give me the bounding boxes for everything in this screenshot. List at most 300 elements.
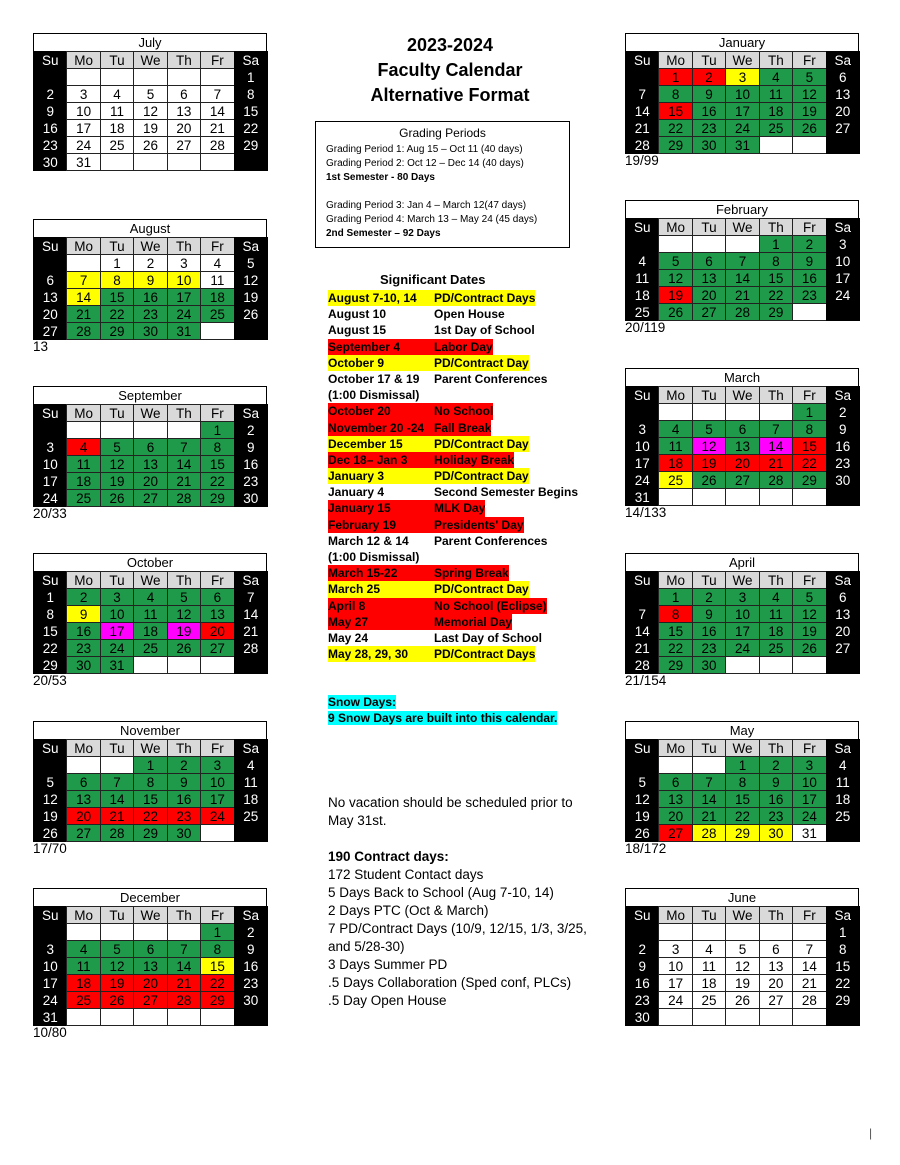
day-cell: 19: [133, 119, 167, 137]
day-cell: 14: [200, 102, 234, 120]
month-title: February: [625, 200, 859, 218]
day-cell: 5: [792, 588, 826, 606]
day-cell: 7: [725, 252, 759, 270]
day-cell: 24: [167, 305, 201, 323]
weekday-header: Mo: [658, 906, 692, 924]
weekday-header: Sa: [234, 404, 268, 422]
day-cell: 25: [658, 471, 692, 489]
weekday-header: Th: [167, 51, 201, 69]
empty-cell: [792, 656, 826, 674]
day-cell: 27: [826, 119, 860, 137]
significant-date-label: Labor Day: [434, 339, 493, 354]
day-cell: 5: [792, 68, 826, 86]
weekday-header: Sa: [234, 739, 268, 757]
day-cell: 15: [658, 622, 692, 640]
day-cell: 5: [100, 438, 134, 456]
day-cell: 10: [658, 957, 692, 975]
significant-date: May 28, 29, 30: [328, 646, 434, 662]
significant-date-row: [328, 436, 578, 452]
day-cell: 24: [33, 991, 67, 1009]
day-cell: 1: [200, 923, 234, 941]
significant-date-row: [328, 420, 578, 436]
day-count: 18/172: [625, 841, 667, 856]
weekday-header: Fr: [200, 404, 234, 422]
weekday-header: We: [725, 386, 759, 404]
day-cell: 14: [759, 437, 793, 455]
weekday-header: Tu: [692, 51, 726, 69]
day-cell: 18: [133, 622, 167, 640]
weekday-header: We: [725, 571, 759, 589]
significant-date: (1:00 Dismissal): [328, 388, 420, 403]
empty-cell: [625, 235, 659, 253]
month-title: November: [33, 721, 267, 739]
empty-cell: [625, 403, 659, 421]
empty-cell: [234, 322, 268, 340]
day-cell: 26: [658, 303, 692, 321]
empty-cell: [133, 1008, 167, 1026]
snow-days-note: [328, 694, 557, 726]
day-cell: 30: [234, 991, 268, 1009]
empty-cell: [33, 756, 67, 774]
day-cell: 19: [625, 807, 659, 825]
significant-date: October 20: [328, 403, 434, 419]
day-cell: 6: [66, 773, 100, 791]
calendar-title: [330, 33, 570, 108]
empty-cell: [167, 656, 201, 674]
significant-date: May 24: [328, 630, 369, 645]
weekday-header: Sa: [234, 51, 268, 69]
day-cell: 16: [234, 455, 268, 473]
month-grid: [625, 739, 859, 841]
day-cell: 5: [725, 940, 759, 958]
day-cell: 13: [725, 437, 759, 455]
empty-cell: [759, 923, 793, 941]
significant-date-label: PD/Contract Day: [434, 469, 529, 484]
day-cell: 14: [100, 790, 134, 808]
day-cell: 9: [625, 957, 659, 975]
empty-cell: [234, 656, 268, 674]
day-cell: 16: [792, 269, 826, 287]
empty-cell: [792, 1008, 826, 1026]
day-cell: 23: [826, 454, 860, 472]
significant-date-row: [328, 549, 578, 565]
day-cell: 8: [725, 773, 759, 791]
day-cell: 25: [66, 489, 100, 507]
month-title: September: [33, 386, 267, 404]
day-cell: 25: [759, 119, 793, 137]
empty-cell: [725, 488, 759, 506]
empty-cell: [826, 488, 860, 506]
day-cell: 9: [234, 438, 268, 456]
day-cell: 28: [759, 471, 793, 489]
day-cell: 1: [792, 403, 826, 421]
empty-cell: [692, 235, 726, 253]
month-title: January: [625, 33, 859, 51]
day-cell: 24: [725, 639, 759, 657]
day-cell: 22: [725, 807, 759, 825]
weekday-header: Th: [167, 237, 201, 255]
weekday-header: Th: [167, 404, 201, 422]
day-cell: 3: [792, 756, 826, 774]
day-cell: 19: [792, 622, 826, 640]
day-cell: 11: [826, 773, 860, 791]
day-cell: 20: [658, 807, 692, 825]
day-cell: 21: [692, 807, 726, 825]
weekday-header: Fr: [200, 739, 234, 757]
grading-period-4: Grading Period 4: March 13 – May 24 (45 days): [326, 214, 538, 225]
weekday-header: Sa: [826, 571, 860, 589]
significant-date: May 27: [328, 614, 434, 630]
significant-date: August 15: [328, 323, 387, 338]
significant-date-label: PD/Contract Day: [434, 436, 529, 451]
day-cell: 6: [167, 85, 201, 103]
day-cell: 23: [167, 807, 201, 825]
weekday-header: Th: [167, 906, 201, 924]
day-cell: 17: [725, 622, 759, 640]
day-cell: 30: [625, 1008, 659, 1026]
day-cell: 24: [200, 807, 234, 825]
empty-cell: [826, 136, 860, 154]
empty-cell: [692, 1008, 726, 1026]
day-cell: 16: [826, 437, 860, 455]
day-cell: 4: [100, 85, 134, 103]
month-september: [33, 386, 267, 521]
day-cell: 5: [658, 252, 692, 270]
weekday-header: Tu: [692, 218, 726, 236]
day-cell: 28: [167, 991, 201, 1009]
significant-date-row: [328, 468, 578, 484]
day-count: 20/119: [625, 320, 666, 335]
empty-cell: [658, 923, 692, 941]
empty-cell: [658, 488, 692, 506]
month-february: [625, 200, 859, 335]
day-cell: 30: [167, 824, 201, 842]
day-cell: 29: [234, 136, 268, 154]
significant-date: January 3: [328, 468, 434, 484]
contract-item: 172 Student Contact days: [328, 867, 484, 882]
day-cell: 14: [625, 622, 659, 640]
day-cell: 14: [692, 790, 726, 808]
day-cell: 7: [200, 85, 234, 103]
day-cell: 24: [792, 807, 826, 825]
weekday-header: Sa: [826, 218, 860, 236]
day-cell: 24: [826, 286, 860, 304]
day-cell: 19: [234, 288, 268, 306]
day-cell: 3: [658, 940, 692, 958]
day-cell: 13: [133, 455, 167, 473]
significant-date-label: Holiday Break: [434, 452, 515, 467]
day-cell: 6: [133, 940, 167, 958]
day-cell: 25: [133, 639, 167, 657]
month-december: [33, 888, 267, 1040]
day-cell: 4: [625, 252, 659, 270]
weekday-header: Fr: [792, 739, 826, 757]
day-cell: 4: [66, 940, 100, 958]
day-cell: 7: [625, 605, 659, 623]
empty-cell: [759, 656, 793, 674]
day-cell: 21: [625, 119, 659, 137]
snow-days-text: 9 Snow Days are built into this calendar.: [328, 711, 558, 725]
weekday-header: Sa: [826, 739, 860, 757]
day-cell: 17: [33, 974, 67, 992]
day-cell: 15: [759, 269, 793, 287]
day-cell: 4: [200, 254, 234, 272]
day-cell: 22: [200, 472, 234, 490]
significant-date: Dec 18– Jan 3: [328, 452, 434, 468]
day-cell: 26: [167, 639, 201, 657]
month-grid: [33, 51, 267, 170]
day-cell: 3: [33, 438, 67, 456]
day-cell: 7: [100, 773, 134, 791]
day-cell: 2: [826, 403, 860, 421]
day-cell: 13: [658, 790, 692, 808]
day-cell: 27: [66, 824, 100, 842]
day-cell: 12: [625, 790, 659, 808]
day-cell: 31: [66, 153, 100, 171]
day-cell: 2: [234, 923, 268, 941]
significant-date: April 8: [328, 598, 434, 614]
weekday-header: Mo: [658, 386, 692, 404]
day-cell: 17: [658, 974, 692, 992]
significant-date-label: Last Day of School: [434, 630, 543, 645]
contract-days: [328, 848, 598, 1010]
month-grid: [625, 51, 859, 153]
day-cell: 14: [725, 269, 759, 287]
day-cell: 1: [826, 923, 860, 941]
day-cell: 7: [167, 940, 201, 958]
day-cell: 16: [759, 790, 793, 808]
day-cell: 7: [66, 271, 100, 289]
day-cell: 19: [692, 454, 726, 472]
day-cell: 27: [133, 991, 167, 1009]
empty-cell: [792, 136, 826, 154]
day-cell: 28: [625, 656, 659, 674]
weekday-header: Mo: [66, 237, 100, 255]
day-cell: 14: [625, 102, 659, 120]
day-cell: 4: [66, 438, 100, 456]
grading-periods-title: Grading Periods: [399, 126, 486, 140]
day-cell: 3: [100, 588, 134, 606]
day-cell: 13: [200, 605, 234, 623]
weekday-header: Fr: [792, 218, 826, 236]
significant-date-label: No School: [434, 404, 494, 419]
weekday-header: Fr: [792, 386, 826, 404]
significant-date: October 17 & 19: [328, 371, 420, 386]
empty-cell: [200, 153, 234, 171]
day-cell: 30: [692, 656, 726, 674]
empty-cell: [100, 421, 134, 439]
day-cell: 4: [234, 756, 268, 774]
day-cell: 12: [133, 102, 167, 120]
empty-cell: [792, 923, 826, 941]
significant-date-label: MLK Day: [434, 501, 486, 516]
day-cell: 1: [725, 756, 759, 774]
day-cell: 29: [725, 824, 759, 842]
weekday-header: Mo: [658, 571, 692, 589]
day-cell: 21: [200, 119, 234, 137]
weekday-header: Tu: [100, 739, 134, 757]
day-cell: 7: [234, 588, 268, 606]
day-cell: 25: [100, 136, 134, 154]
day-cell: 23: [133, 305, 167, 323]
month-grid: [33, 404, 267, 506]
grading-period-1: Grading Period 1: Aug 15 – Oct 11 (40 days): [326, 144, 523, 155]
day-cell: 11: [759, 85, 793, 103]
day-cell: 25: [234, 807, 268, 825]
day-cell: 28: [167, 489, 201, 507]
significant-date-row: [328, 387, 578, 403]
day-cell: 22: [658, 639, 692, 657]
month-title: May: [625, 721, 859, 739]
day-cell: 15: [826, 957, 860, 975]
day-cell: 9: [826, 420, 860, 438]
day-cell: 31: [167, 322, 201, 340]
day-cell: 21: [234, 622, 268, 640]
day-cell: 30: [826, 471, 860, 489]
significant-date: March 25: [328, 581, 434, 597]
day-cell: 21: [625, 639, 659, 657]
day-cell: 10: [66, 102, 100, 120]
day-cell: 31: [725, 136, 759, 154]
day-count: 19/99: [625, 153, 659, 168]
weekday-header: Mo: [66, 404, 100, 422]
weekday-header: Mo: [658, 218, 692, 236]
contract-item: 2 Days PTC (Oct & March): [328, 903, 489, 918]
day-cell: 15: [200, 957, 234, 975]
day-cell: 2: [625, 940, 659, 958]
empty-cell: [234, 153, 268, 171]
weekday-header: Fr: [200, 51, 234, 69]
empty-cell: [725, 923, 759, 941]
significant-date-label: Memorial Day: [434, 614, 513, 629]
day-cell: 16: [133, 288, 167, 306]
contract-days-title: 190 Contract days:: [328, 849, 449, 864]
significant-date-row: [328, 371, 578, 387]
day-cell: 18: [66, 472, 100, 490]
day-cell: 16: [66, 622, 100, 640]
day-cell: 19: [100, 472, 134, 490]
day-cell: 11: [66, 957, 100, 975]
day-cell: 17: [826, 269, 860, 287]
empty-cell: [658, 403, 692, 421]
weekday-header: Tu: [692, 386, 726, 404]
empty-cell: [33, 254, 67, 272]
semester-2: 2nd Semester – 92 Days: [326, 228, 441, 239]
day-cell: 15: [100, 288, 134, 306]
empty-cell: [692, 403, 726, 421]
month-grid: [625, 386, 859, 505]
weekday-header: We: [133, 906, 167, 924]
day-cell: 16: [33, 119, 67, 137]
month-january: [625, 33, 859, 168]
day-cell: 28: [625, 136, 659, 154]
day-cell: 30: [133, 322, 167, 340]
day-cell: 11: [133, 605, 167, 623]
day-cell: 9: [66, 605, 100, 623]
snow-days-heading: Snow Days:: [328, 695, 397, 709]
day-cell: 18: [692, 974, 726, 992]
empty-cell: [826, 656, 860, 674]
weekday-header: Su: [625, 906, 659, 924]
empty-cell: [200, 68, 234, 86]
empty-cell: [66, 1008, 100, 1026]
day-cell: 23: [33, 136, 67, 154]
title-sub: Alternative Format: [370, 85, 530, 105]
day-cell: 10: [100, 605, 134, 623]
day-cell: 6: [658, 773, 692, 791]
day-cell: 10: [33, 957, 67, 975]
weekday-header: Th: [759, 51, 793, 69]
contract-item: 3 Days Summer PD: [328, 957, 448, 972]
day-cell: 11: [658, 437, 692, 455]
day-cell: 27: [826, 639, 860, 657]
day-cell: 25: [692, 991, 726, 1009]
day-cell: 28: [792, 991, 826, 1009]
day-cell: 27: [133, 489, 167, 507]
day-cell: 23: [66, 639, 100, 657]
day-cell: 14: [792, 957, 826, 975]
day-cell: 23: [692, 119, 726, 137]
significant-date-label: PD/Contract Days: [434, 647, 536, 662]
day-cell: 3: [725, 588, 759, 606]
day-cell: 12: [658, 269, 692, 287]
month-grid: [33, 906, 267, 1025]
day-cell: 22: [759, 286, 793, 304]
day-cell: 17: [167, 288, 201, 306]
significant-date: March 15-22: [328, 565, 434, 581]
weekday-header: Mo: [658, 51, 692, 69]
day-cell: 13: [826, 605, 860, 623]
day-cell: 22: [234, 119, 268, 137]
significant-date-row: [328, 565, 578, 581]
day-cell: 29: [759, 303, 793, 321]
contract-item: 7 PD/Contract Days (10/9, 12/15, 1/3, 3/25, and 5/28-30): [328, 921, 587, 954]
day-cell: 8: [200, 438, 234, 456]
day-cell: 23: [625, 991, 659, 1009]
day-cell: 11: [625, 269, 659, 287]
contract-item: 5 Days Back to School (Aug 7-10, 14): [328, 885, 554, 900]
day-cell: 18: [759, 102, 793, 120]
day-cell: 9: [759, 773, 793, 791]
day-cell: 1: [658, 68, 692, 86]
significant-date-row: [328, 339, 578, 355]
weekday-header: Sa: [826, 906, 860, 924]
weekday-header: We: [725, 218, 759, 236]
significant-date-row: [328, 322, 578, 338]
weekday-header: Su: [33, 739, 67, 757]
day-cell: 18: [66, 974, 100, 992]
weekday-header: Sa: [234, 237, 268, 255]
day-cell: 10: [167, 271, 201, 289]
significant-date-row: [328, 484, 578, 500]
day-cell: 19: [725, 974, 759, 992]
significant-date-label: Presidents' Day: [434, 517, 524, 532]
day-cell: 22: [792, 454, 826, 472]
day-cell: 13: [133, 957, 167, 975]
day-cell: 15: [200, 455, 234, 473]
significant-date-label: Parent Conferences: [434, 371, 548, 386]
empty-cell: [33, 68, 67, 86]
day-cell: 25: [66, 991, 100, 1009]
day-cell: 15: [658, 102, 692, 120]
day-cell: 17: [66, 119, 100, 137]
weekday-header: Sa: [826, 386, 860, 404]
day-cell: 1: [234, 68, 268, 86]
day-cell: 6: [826, 588, 860, 606]
day-cell: 14: [167, 957, 201, 975]
day-cell: 3: [826, 235, 860, 253]
significant-date: December 15: [328, 436, 434, 452]
